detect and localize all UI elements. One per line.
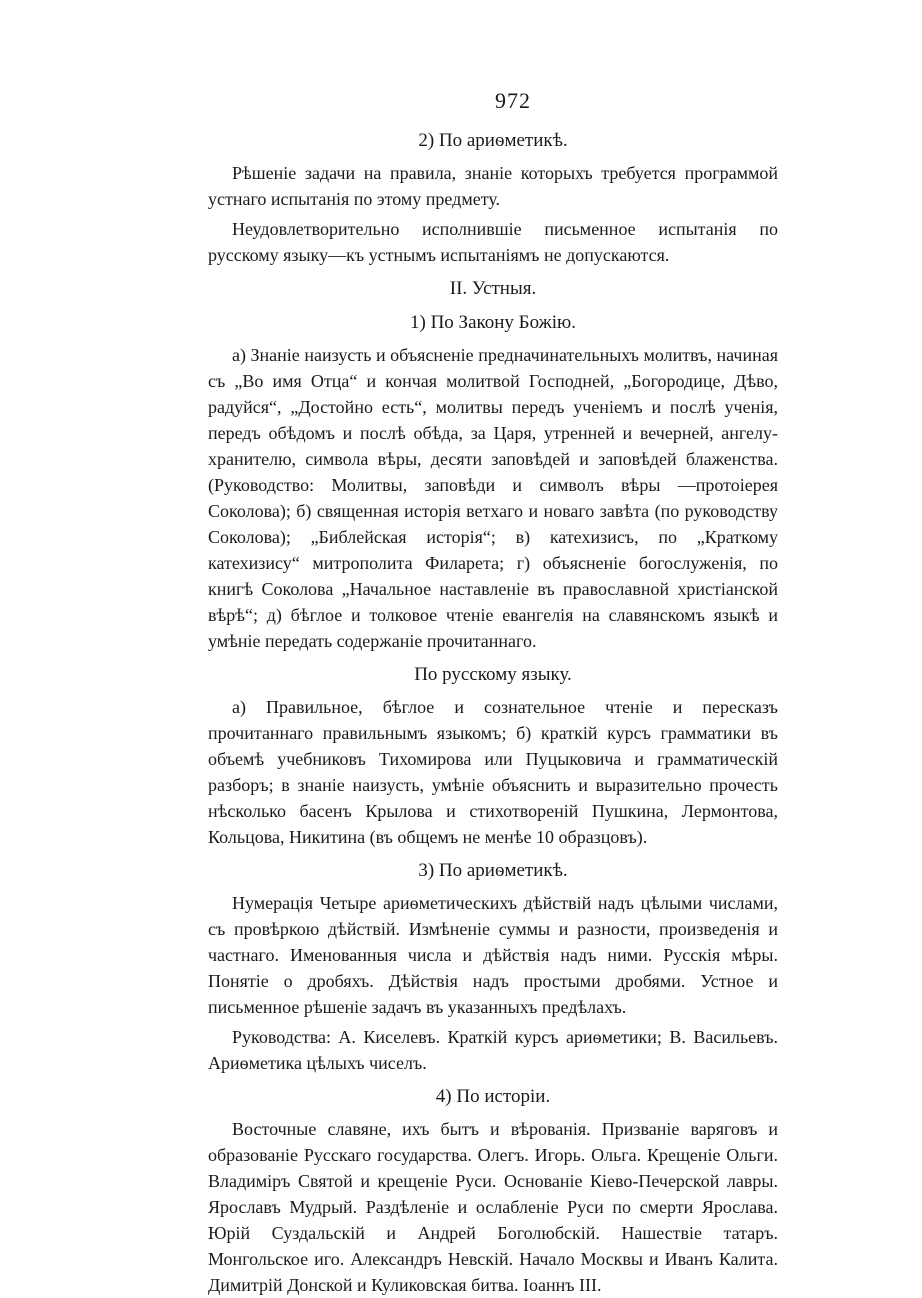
section-heading: 3) По ариѳметикѣ. (418, 860, 568, 881)
section-heading: II. Устныя. (449, 278, 537, 299)
document-body (208, 128, 778, 1298)
section-heading: 4) По исторіи. (435, 1086, 551, 1107)
paragraph: а) Знаніе наизусть и объясненіе предначинательныхъ молитвъ, начиная съ „Во имя Отца“ и кончая молитвой Господней, „Богородице, Дѣво, радуйся“, „Достойно есть“, молитвы передъ ученіемъ и послѣ ученія, передъ обѣдомъ и послѣ обѣда, за Царя, утренней и вечерней, ангелу-хранителю, символа вѣры, десяти заповѣдей и заповѣдей блаженства. (Руководство: Молитвы, заповѣди и символъ вѣры —протоіерея Соколова); б) священная исторія ветхаго и новаго завѣта (по руководству Соколова); „Библейская исторія“; в) катехизисъ, по „Краткому катехизису“ митрополита Филарета; г) объясненіе богослуженія, по книгѣ Соколова „Начальное наставленіе въ православной христіанской вѣрѣ“; д) бѣглое и толковое чтеніе евангелія на славянскомъ языкѣ и умѣніе передать содержаніе прочитаннаго. (208, 345, 778, 651)
document-page (208, 88, 778, 1298)
paragraph: Восточные славяне, ихъ бытъ и вѣрованія. Призваніе варяговъ и образованіе Русскаго государства. Олегъ. Игорь. Ольга. Крещеніе Ольги. Владиміръ Святой и крещеніе Руси. Основаніе Кіево-Печерской лавры. Ярославъ Мудрый. Раздѣленіе и ослабленіе Руси по смерти Ярослава. Юрій Суздальскій и Андрей Боголюбскій. Нашествіе татаръ. Монгольское иго. Александръ Невскій. Начало Москвы и Иванъ Калита. Димитрій Донской и Куликовская битва. Іоаннъ III. (208, 1119, 778, 1295)
section-heading: 2) По ариѳметикѣ. (418, 130, 568, 151)
paragraph: Нумерація Четыре ариѳметическихъ дѣйствій надъ цѣлыми числами, съ провѣркою дѣйствій. Измѣненіе суммы и разности, произведенія и частнаго. Именованныя числа и дѣйствія надъ ними. Русскія мѣры. Понятіе о дробяхъ. Дѣйствія надъ простыми дробями. Устное и письменное рѣшеніе задачъ въ указанныхъ предѣлахъ. (208, 893, 778, 1017)
section-heading: По русскому языку. (414, 664, 572, 685)
paragraph: Неудовлетворительно исполнившіе письменное испытанія по русскому языку—къ устнымъ испытаніямъ не допускаются. (208, 219, 778, 265)
section-heading: 1) По Закону Божію. (410, 312, 576, 333)
paragraph: а) Правильное, бѣглое и сознательное чтеніе и пересказъ прочитаннаго правильнымъ языкомъ; б) краткій курсъ грамматики въ объемѣ учебниковъ Тихомирова или Пуцыковича и грамматическій разборъ; в знаніе наизусть, умѣніе объяснить и выразительно прочесть нѣсколько басенъ Крылова и стихотвореній Пушкина, Лермонтова, Кольцова, Никитина (въ общемъ не менѣе 10 образцовъ). (208, 697, 778, 847)
paragraph: Руководства: А. Киселевъ. Краткій курсъ ариѳметики; В. Васильевъ. Ариѳметика цѣлыхъ чиселъ. (208, 1027, 778, 1073)
paragraph: Рѣшеніе задачи на правила, знаніе которыхъ требуется программой устнаго испытанія по этому предмету. (208, 163, 778, 209)
page-number: 972 (495, 88, 531, 113)
